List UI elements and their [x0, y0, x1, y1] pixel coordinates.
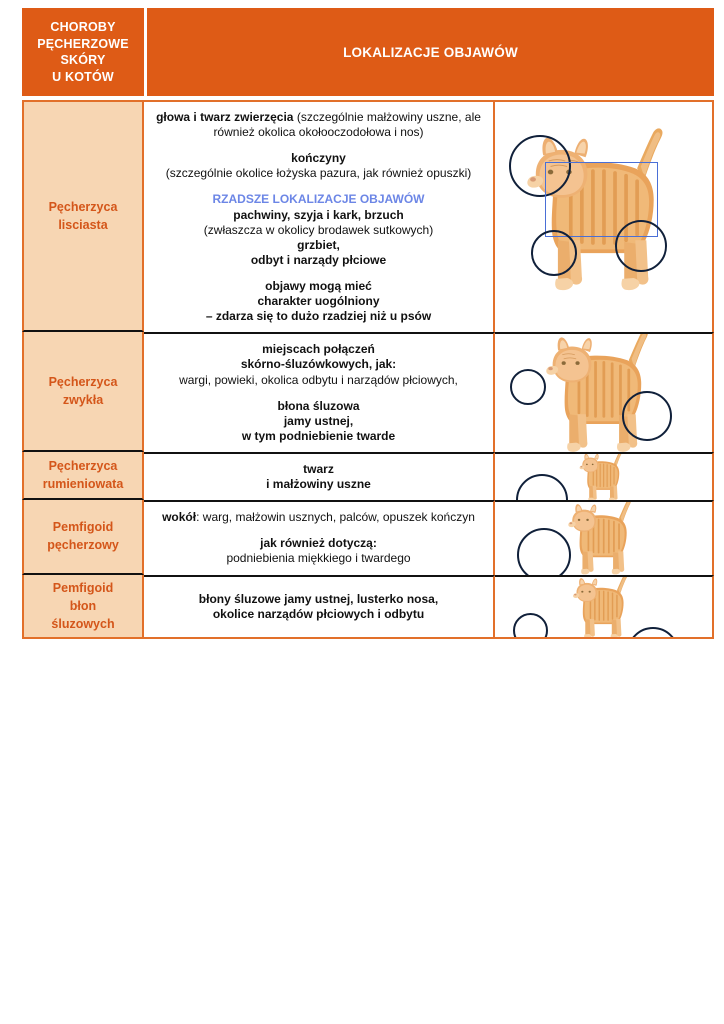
symptom-bold: skórno-śluzówkowych, jak: [240, 357, 397, 372]
header-left-line-4: U KOTÓW [52, 69, 114, 84]
front-paw-circle-marker [531, 230, 577, 276]
symptom-bold: charakter uogólniony [257, 294, 380, 309]
symptom-paragraph [156, 510, 481, 525]
header-title-left [22, 8, 144, 96]
header-left-line-3: SKÓRY [60, 53, 106, 67]
table-body [22, 100, 714, 639]
header-left-line-2: PĘCHERZOWE [37, 36, 129, 51]
symptom-bold: w tym podniebienie twarde [241, 428, 396, 443]
row-label-pecherzyca-rumieniowata [22, 452, 144, 500]
table-row [22, 452, 714, 500]
row-label-line-2: błon [69, 598, 97, 613]
symptom-normal: (szczególnie okolice łożyska pazura, jak również opuszki) [165, 166, 472, 181]
symptom-paragraph [156, 110, 481, 140]
symptom-bold: jak również dotyczą: [260, 536, 377, 551]
row-label-pecherzyca-zwykla [22, 332, 144, 452]
header-title-right: LOKALIZACJE OBJAWÓW [147, 8, 714, 96]
symptom-bold: głowa i twarz zwierzęcia [156, 110, 294, 124]
symptom-bold: pachwiny, szyja i kark, brzuch [233, 207, 404, 222]
symptom-normal: podniebienia miękkiego i twardego [226, 551, 411, 566]
row-symptoms [144, 100, 495, 332]
table-row [22, 500, 714, 574]
table-row [22, 100, 714, 332]
head-circle-marker [517, 528, 571, 574]
row-label-line-1: Pemfigoid [52, 580, 114, 595]
hind-paw-circle-marker [615, 220, 667, 272]
row-symptoms [144, 332, 495, 452]
symptom-bold: i małżowiny uszne [266, 477, 371, 492]
row-symptoms [144, 452, 495, 500]
row-label-pemfigoid-pecherzowy [22, 500, 144, 574]
table-header [22, 8, 714, 96]
header-left-line-1: CHOROBY [50, 20, 116, 34]
row-label-line-2: zwykła [62, 393, 104, 408]
cat-illustration [495, 502, 712, 574]
symptom-normal: : warg, małżowin usznych, palców, opuszek kończyn [196, 510, 475, 525]
row-illustration [495, 332, 714, 452]
cat-illustration [495, 454, 712, 500]
row-label-pemfigoid-blon-sluzowych [22, 575, 144, 639]
row-illustration [495, 575, 714, 639]
row-illustration [495, 500, 714, 574]
row-label-line-1: Pemfigoid [52, 520, 114, 535]
symptom-normal: (szczególnie małżowiny uszne, ale również okolica okołooczodołowa i nos) [213, 110, 481, 140]
row-label-line-3: śluzowych [51, 616, 115, 631]
table-row [22, 332, 714, 452]
symptom-bold: jamy ustnej, [283, 413, 354, 428]
row-label-line-1: Pęcherzyca [48, 200, 118, 215]
table-row [22, 575, 714, 639]
symptom-normal: (zwłaszcza w okolicy brodawek sutkowych) [203, 222, 434, 237]
row-label-line-2: lisciasta [58, 218, 108, 233]
row-label-line-1: Pęcherzyca [48, 375, 118, 390]
row-illustration [495, 452, 714, 500]
symptom-bold: błona śluzowa [277, 398, 360, 413]
row-label-line-1: Pęcherzyca [48, 458, 118, 473]
row-label-line-2: pęcherzowy [47, 538, 119, 553]
symptom-bold: miejscach połączeń [262, 342, 375, 357]
symptom-bold: odbyt i narządy płciowe [250, 252, 387, 267]
symptom-bold: okolice narządów płciowych i odbytu [212, 606, 425, 621]
symptom-normal: wargi, powieki, okolica odbytu i narządów płciowych, [179, 372, 458, 387]
cat-illustration [495, 334, 712, 452]
symptom-bold: objawy mogą mieć [265, 278, 372, 293]
symptom-bold: kończyny [291, 151, 346, 166]
cat-illustration [495, 577, 712, 637]
symptom-bold: twarz [303, 461, 334, 476]
symptom-highlight: RZADSZE LOKALIZACJE OBJAWÓW [212, 192, 425, 207]
row-symptoms [144, 500, 495, 574]
row-label-pecherzyca-lisciasta [22, 100, 144, 332]
symptom-bold: błony śluzowe jamy ustnej, lusterko nosa, [198, 591, 439, 606]
symptom-bold: wokół [162, 510, 197, 525]
rear-circle-marker [622, 391, 672, 441]
row-symptoms [144, 575, 495, 639]
cat-illustration [495, 102, 712, 332]
row-illustration [495, 100, 714, 332]
symptom-bold: – zdarza się to dużo rzadziej niż u psów [205, 309, 432, 324]
symptom-bold: grzbiet, [297, 237, 340, 252]
row-label-line-2: rumieniowata [42, 477, 124, 492]
